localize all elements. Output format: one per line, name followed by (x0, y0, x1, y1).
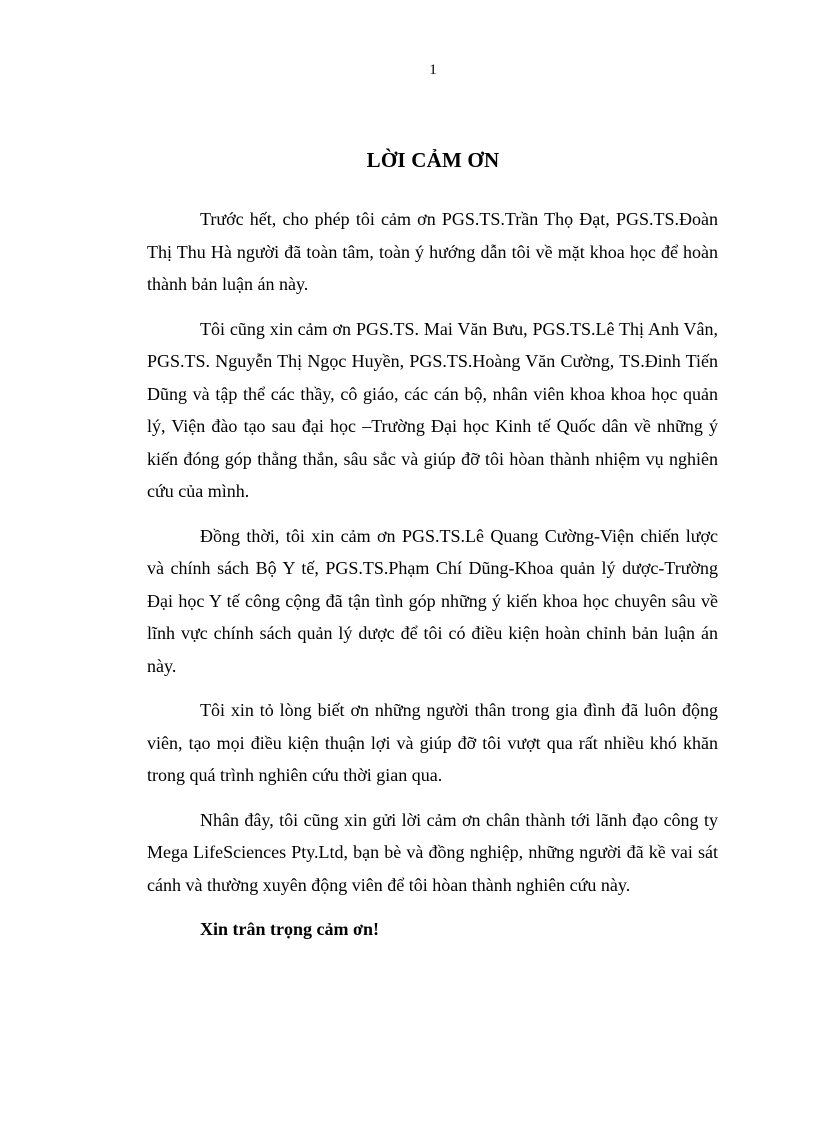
acknowledgement-body (147, 203, 718, 946)
paragraph-colleagues: Nhân đây, tôi cũng xin gửi lời cảm ơn chân thành tới lãnh đạo công ty Mega LifeSciences Pty.Ltd, bạn bè và đồng nghiệp, những người đã kề vai sát cánh và thường xuyên động viên để tôi hòan thành nghiên cứu này. (147, 809, 718, 895)
page-number: 1 (429, 62, 437, 78)
closing-line: Xin trân trọng cảm ơn! (200, 919, 379, 939)
paragraph-advisors: Trước hết, cho phép tôi cảm ơn PGS.TS.Trần Thọ Đạt, PGS.TS.Đoàn Thị Thu Hà người đã toàn tâm, toàn ý hướng dẫn tôi về mặt khoa học để hoàn thành bản luận án này. (147, 209, 718, 294)
paragraph-faculty: Tôi cũng xin cảm ơn PGS.TS. Mai Văn Bưu, PGS.TS.Lê Thị Anh Vân, PGS.TS. Nguyễn Thị Ngọc Huyền, PGS.TS.Hoàng Văn Cường, TS.Đinh Tiến Dũng và tập thể các thầy, cô giáo, các cán bộ, nhân viên khoa khoa học quản lý, Viện đào tạo sau đại học –Trường Đại học Kinh tế Quốc dân về những ý kiến đóng góp thẳng thắn, sâu sắc và giúp đỡ tôi hòan thành nhiệm vụ nghiên cứu của mình. (147, 318, 718, 501)
paragraph-family: Tôi xin tỏ lòng biết ơn những người thân trong gia đình đã luôn động viên, tạo mọi điều kiện thuận lợi và giúp đỡ tôi vượt qua rất nhiều khó khăn trong quá trình nghiên cứu thời gian qua. (147, 700, 718, 785)
paragraph-experts: Đồng thời, tôi xin cảm ơn PGS.TS.Lê Quang Cường-Viện chiến lược và chính sách Bộ Y tế, PGS.TS.Phạm Chí Dũng-Khoa quản lý dược-Trường Đại học Y tế công cộng đã tận tình góp những ý kiến khoa học chuyên sâu về lĩnh vực chính sách quản lý dược để tôi có điều kiện hoàn chỉnh bản luận án này. (147, 525, 718, 676)
page-title: LỜI CẢM ƠN (366, 148, 500, 172)
